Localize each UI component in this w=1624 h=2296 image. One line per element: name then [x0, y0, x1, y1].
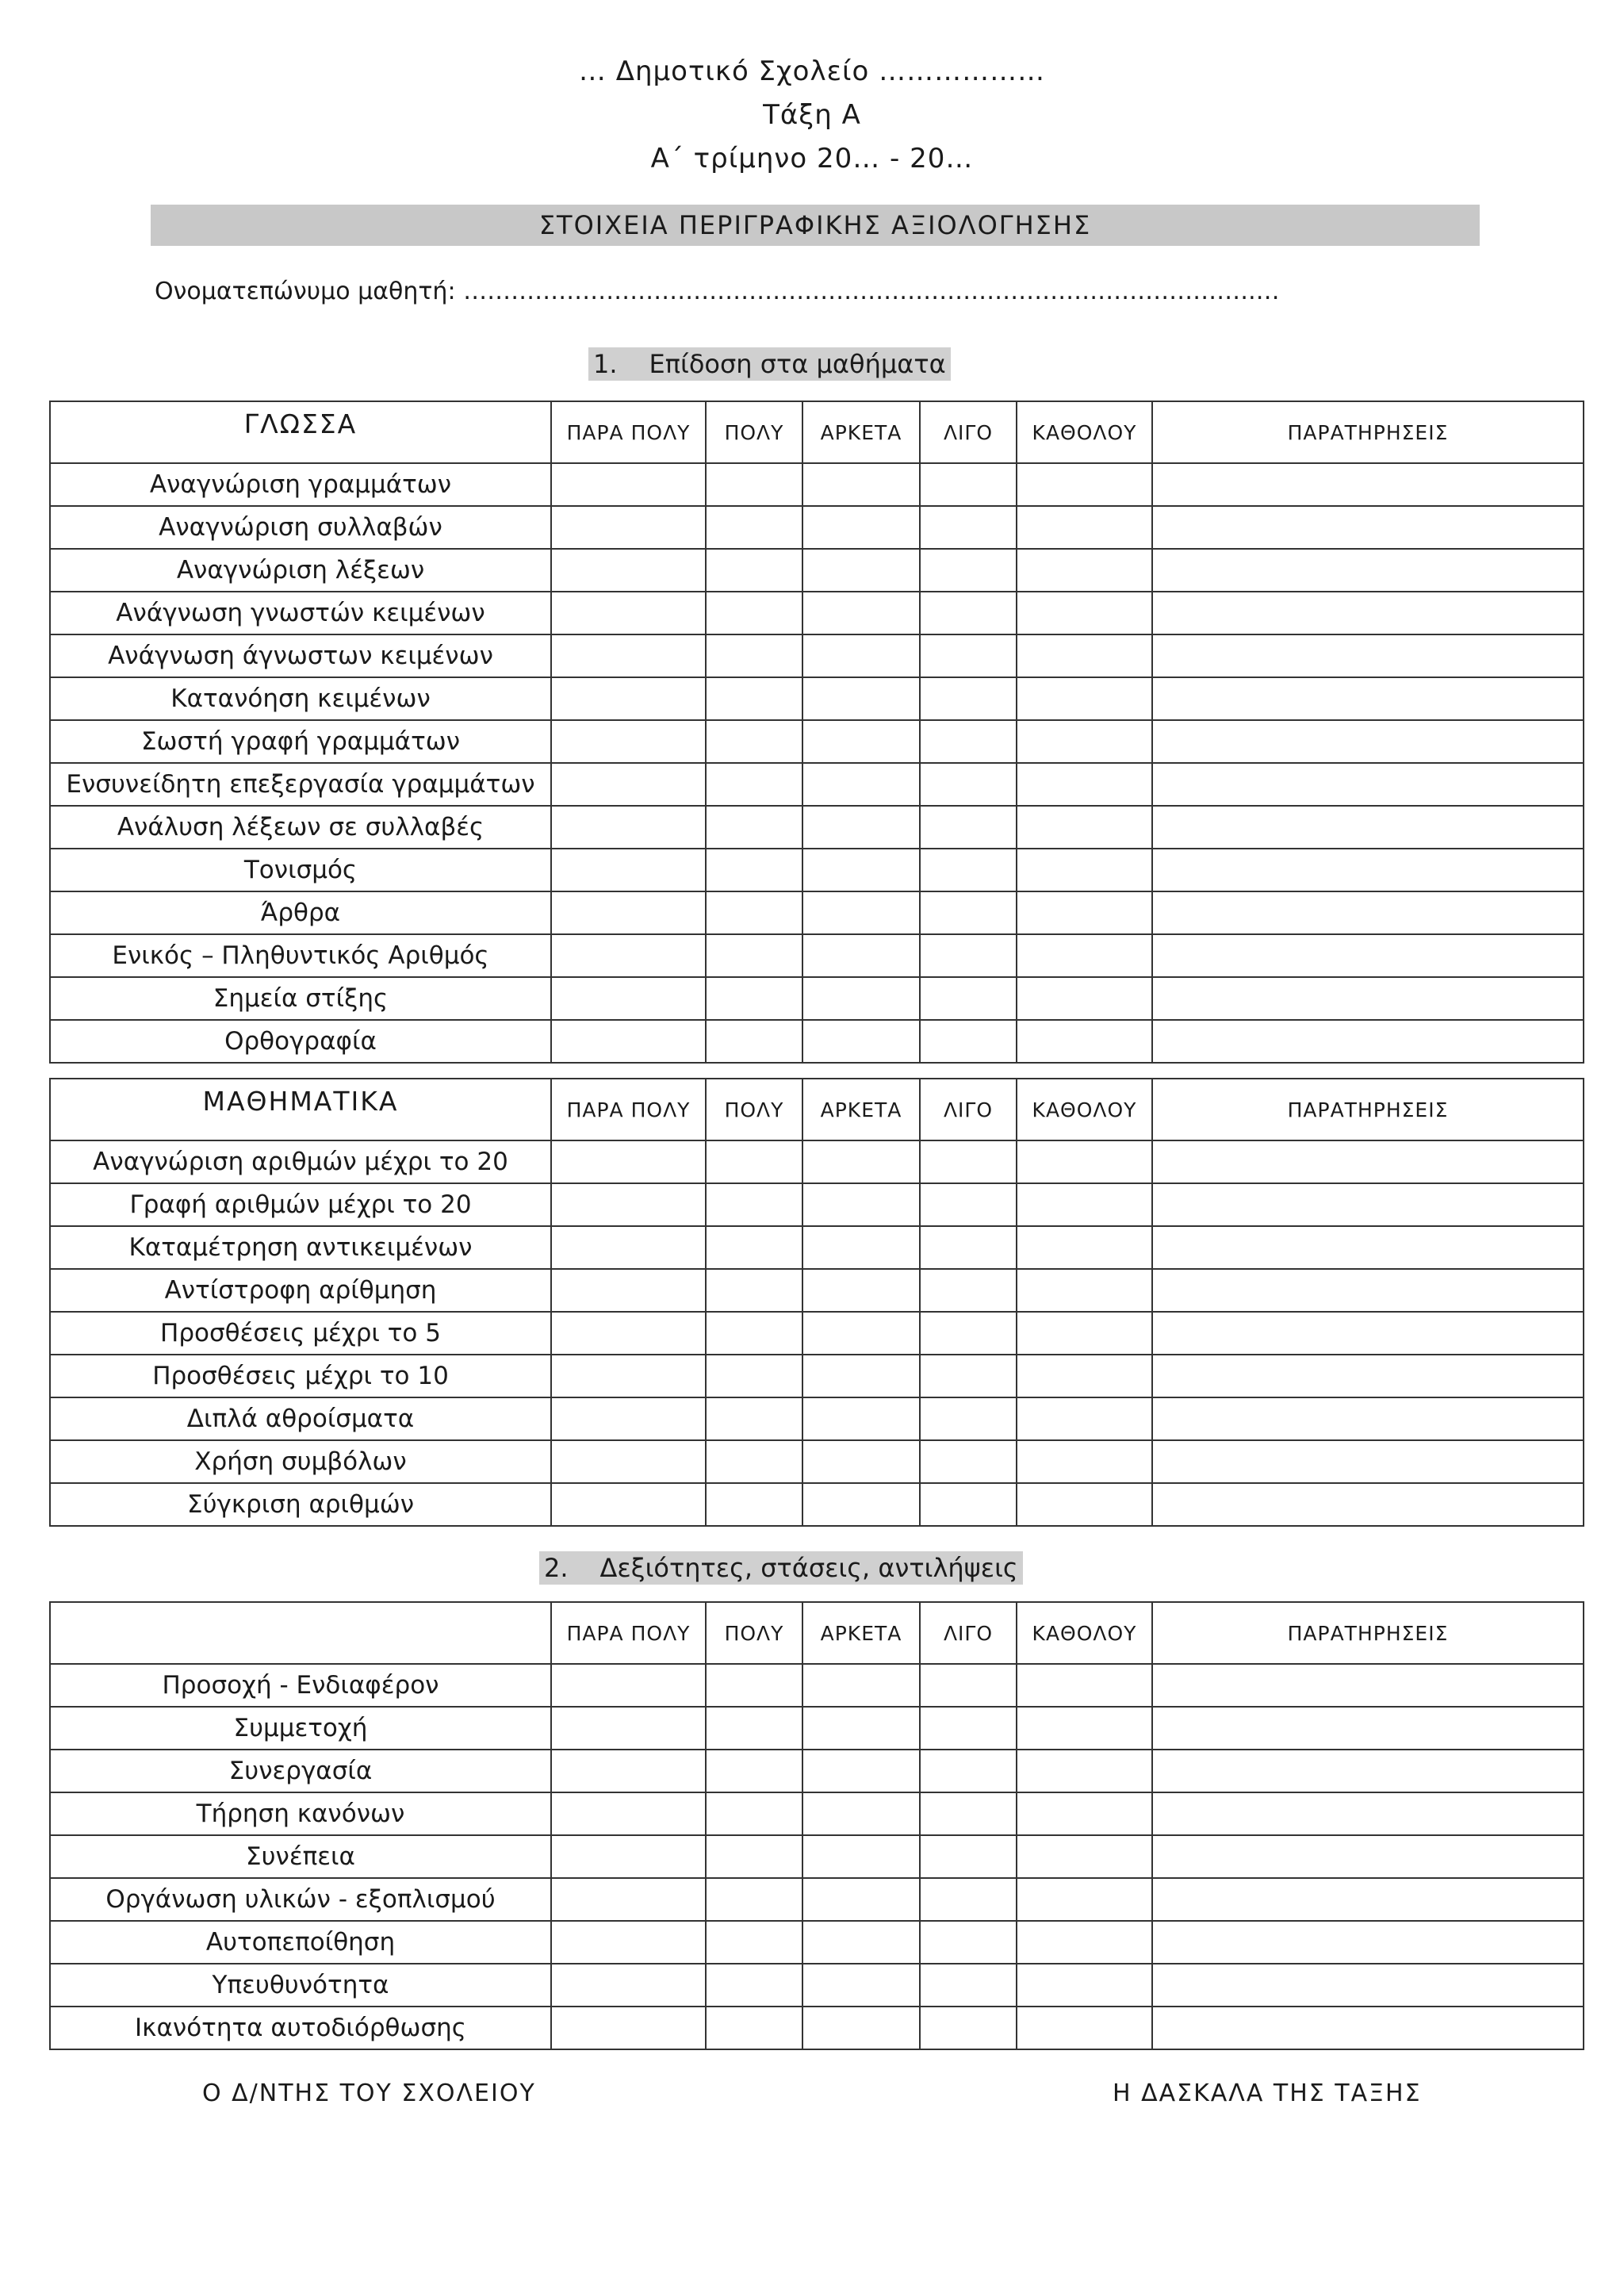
rating-cell[interactable] — [920, 463, 1017, 506]
rating-cell[interactable] — [1152, 977, 1584, 1020]
rating-cell[interactable] — [1017, 1750, 1152, 1792]
rating-cell[interactable] — [551, 806, 706, 849]
principal-signature-label: Ο Δ/ΝΤΗΣ ΤΟΥ ΣΧΟΛΕΙΟΥ — [202, 2079, 536, 2107]
rating-cell[interactable] — [551, 549, 706, 592]
rating-cell[interactable] — [920, 891, 1017, 934]
row-label: Ανάλυση λέξεων σε συλλαβές — [50, 806, 551, 849]
rating-cell[interactable] — [920, 1140, 1017, 1183]
rating-cell[interactable] — [551, 1440, 706, 1483]
rating-cell[interactable] — [551, 1355, 706, 1397]
rating-cell[interactable] — [1017, 1707, 1152, 1750]
rating-cell[interactable] — [1017, 463, 1152, 506]
table-row — [50, 1483, 1584, 1526]
row-label: Καταμέτρηση αντικειμένων — [50, 1226, 551, 1269]
rating-cell[interactable] — [551, 977, 706, 1020]
rating-cell[interactable] — [706, 763, 802, 806]
rating-cell[interactable] — [920, 934, 1017, 977]
rating-cell[interactable] — [1017, 1792, 1152, 1835]
rating-cell[interactable] — [802, 1664, 920, 1707]
rating-cell[interactable] — [1017, 592, 1152, 634]
table-row — [50, 1020, 1584, 1063]
rating-cell[interactable] — [1152, 849, 1584, 891]
row-label: Σημεία στίξης — [50, 977, 551, 1020]
rating-cell[interactable] — [1017, 506, 1152, 549]
skills-header-row — [50, 1602, 1584, 1664]
rating-cell[interactable] — [706, 1835, 802, 1878]
rating-cell[interactable] — [551, 1269, 706, 1312]
row-label: Τήρηση κανόνων — [50, 1792, 551, 1835]
rating-cell[interactable] — [1017, 806, 1152, 849]
rating-cell[interactable] — [802, 1226, 920, 1269]
rating-cell[interactable] — [1152, 1440, 1584, 1483]
rating-cell[interactable] — [802, 1020, 920, 1063]
rating-cell[interactable] — [1152, 1312, 1584, 1355]
column-header: ΠΟΛΥ — [706, 1602, 802, 1664]
rating-cell[interactable] — [802, 977, 920, 1020]
row-label: Αντίστροφη αρίθμηση — [50, 1269, 551, 1312]
row-label: Ικανότητα αυτοδιόρθωσης — [50, 2007, 551, 2049]
section-1-number: 1. — [593, 349, 618, 379]
row-label: Ενσυνείδητη επεξεργασία γραμμάτων — [50, 763, 551, 806]
table-row — [50, 506, 1584, 549]
table-row — [50, 1878, 1584, 1921]
table-row — [50, 549, 1584, 592]
school-line: … Δημοτικό Σχολείο ……………… — [578, 56, 1046, 87]
rating-cell[interactable] — [1017, 1312, 1152, 1355]
rating-cell[interactable] — [1017, 1664, 1152, 1707]
table-row — [50, 1664, 1584, 1707]
rating-cell[interactable] — [706, 1020, 802, 1063]
rating-cell[interactable] — [1017, 677, 1152, 720]
rating-cell[interactable] — [706, 1707, 802, 1750]
rating-cell[interactable] — [1017, 934, 1152, 977]
row-label: Υπευθυνότητα — [50, 1964, 551, 2007]
rating-cell[interactable] — [802, 506, 920, 549]
rating-cell[interactable] — [920, 677, 1017, 720]
rating-cell[interactable] — [802, 1878, 920, 1921]
section-1-title: Επίδοση στα μαθήματα — [649, 349, 946, 379]
rating-cell[interactable] — [551, 1140, 706, 1183]
rating-cell[interactable] — [1152, 1140, 1584, 1183]
rating-cell[interactable] — [802, 2007, 920, 2049]
rating-cell[interactable] — [1152, 463, 1584, 506]
rating-cell[interactable] — [1017, 549, 1152, 592]
rating-cell[interactable] — [1017, 720, 1152, 763]
rating-cell[interactable] — [802, 463, 920, 506]
rating-cell[interactable] — [802, 677, 920, 720]
rating-cell[interactable] — [706, 720, 802, 763]
rating-cell[interactable] — [706, 1921, 802, 1964]
rating-cell[interactable] — [1152, 634, 1584, 677]
rating-cell[interactable] — [1152, 891, 1584, 934]
rating-cell[interactable] — [1152, 1183, 1584, 1226]
rating-cell[interactable] — [920, 1964, 1017, 2007]
rating-cell[interactable] — [920, 549, 1017, 592]
rating-cell[interactable] — [1152, 1269, 1584, 1312]
rating-cell[interactable] — [1017, 1269, 1152, 1312]
rating-cell[interactable] — [706, 1483, 802, 1526]
rating-cell[interactable] — [920, 977, 1017, 1020]
rating-cell[interactable] — [706, 1750, 802, 1792]
row-label: Αναγνώριση συλλαβών — [50, 506, 551, 549]
table-row — [50, 1140, 1584, 1183]
row-label: Αναγνώριση αριθμών μέχρι το 20 — [50, 1140, 551, 1183]
row-label: Οργάνωση υλικών - εξοπλισμού — [50, 1878, 551, 1921]
rating-cell[interactable] — [1017, 977, 1152, 1020]
table-row — [50, 1792, 1584, 1835]
rating-cell[interactable] — [706, 1792, 802, 1835]
table-row — [50, 1312, 1584, 1355]
rating-cell[interactable] — [920, 1355, 1017, 1397]
rating-cell[interactable] — [920, 1664, 1017, 1707]
row-label: Συνεργασία — [50, 1750, 551, 1792]
rating-cell[interactable] — [920, 806, 1017, 849]
language-subject-header: ΓΛΩΣΣΑ — [50, 401, 551, 463]
rating-cell[interactable] — [1152, 1397, 1584, 1440]
rating-cell[interactable] — [802, 549, 920, 592]
rating-cell[interactable] — [706, 934, 802, 977]
rating-cell[interactable] — [551, 2007, 706, 2049]
section-2-heading — [539, 1551, 1023, 1585]
rating-cell[interactable] — [802, 1921, 920, 1964]
rating-cell[interactable] — [551, 1397, 706, 1440]
section-1-heading — [588, 347, 951, 381]
rating-cell[interactable] — [802, 1483, 920, 1526]
table-row — [50, 1226, 1584, 1269]
table-row — [50, 2007, 1584, 2049]
row-label: Συνέπεια — [50, 1835, 551, 1878]
skills-table — [49, 1601, 1584, 2050]
language-rows — [50, 463, 1584, 1063]
table-row — [50, 1355, 1584, 1397]
rating-cell[interactable] — [551, 1226, 706, 1269]
section-2-number: 2. — [544, 1553, 569, 1583]
row-label: Σωστή γραφή γραμμάτων — [50, 720, 551, 763]
rating-cell[interactable] — [706, 1964, 802, 2007]
rating-cell[interactable] — [1017, 891, 1152, 934]
rating-cell[interactable] — [920, 592, 1017, 634]
row-label: Άρθρα — [50, 891, 551, 934]
rating-cell[interactable] — [802, 1355, 920, 1397]
skills-subject-header — [50, 1602, 551, 1664]
row-label: Αναγνώριση λέξεων — [50, 549, 551, 592]
row-label: Ενικός – Πληθυντικός Αριθμός — [50, 934, 551, 977]
table-row — [50, 1183, 1584, 1226]
table-row — [50, 634, 1584, 677]
rating-cell[interactable] — [1152, 1835, 1584, 1878]
rating-cell[interactable] — [1152, 763, 1584, 806]
rating-cell[interactable] — [920, 506, 1017, 549]
row-label: Τονισμός — [50, 849, 551, 891]
rating-cell[interactable] — [551, 1878, 706, 1921]
row-label: Χρήση συμβόλων — [50, 1440, 551, 1483]
skills-rows — [50, 1664, 1584, 2049]
rating-cell[interactable] — [1152, 677, 1584, 720]
rating-cell[interactable] — [1152, 1750, 1584, 1792]
math-rows — [50, 1140, 1584, 1526]
rating-cell[interactable] — [1017, 763, 1152, 806]
table-row — [50, 849, 1584, 891]
rating-cell[interactable] — [920, 1792, 1017, 1835]
student-name-line: Ονοματεπώνυμο μαθητή: ……………………………………………………………………………………….… — [155, 278, 1280, 305]
rating-cell[interactable] — [706, 2007, 802, 2049]
rating-cell[interactable] — [551, 763, 706, 806]
rating-cell[interactable] — [706, 1440, 802, 1483]
row-label: Ανάγνωση άγνωστων κειμένων — [50, 634, 551, 677]
row-label: Αναγνώριση γραμμάτων — [50, 463, 551, 506]
rating-cell[interactable] — [802, 592, 920, 634]
rating-cell[interactable] — [551, 1792, 706, 1835]
rating-cell[interactable] — [1152, 806, 1584, 849]
rating-cell[interactable] — [551, 1664, 706, 1707]
row-label: Διπλά αθροίσματα — [50, 1397, 551, 1440]
table-row — [50, 592, 1584, 634]
rating-cell[interactable] — [1152, 1792, 1584, 1835]
table-row — [50, 763, 1584, 806]
column-header: ΠΟΛΥ — [706, 401, 802, 463]
rating-cell[interactable] — [802, 1397, 920, 1440]
column-header: ΚΑΘΟΛΟΥ — [1017, 1602, 1152, 1664]
row-label: Κατανόηση κειμένων — [50, 677, 551, 720]
rating-cell[interactable] — [920, 1226, 1017, 1269]
rating-cell[interactable] — [920, 1269, 1017, 1312]
rating-cell[interactable] — [1017, 1183, 1152, 1226]
column-header: ΛΙΓΟ — [920, 1079, 1017, 1140]
rating-cell[interactable] — [551, 463, 706, 506]
table-row — [50, 806, 1584, 849]
rating-cell[interactable] — [1017, 1397, 1152, 1440]
table-row — [50, 1269, 1584, 1312]
math-table — [49, 1078, 1584, 1527]
rating-cell[interactable] — [920, 1397, 1017, 1440]
rating-cell[interactable] — [551, 677, 706, 720]
table-row — [50, 977, 1584, 1020]
rating-cell[interactable] — [706, 634, 802, 677]
rating-cell[interactable] — [1017, 1355, 1152, 1397]
table-row — [50, 934, 1584, 977]
rating-cell[interactable] — [1017, 1140, 1152, 1183]
rating-cell[interactable] — [706, 977, 802, 1020]
rating-cell[interactable] — [1017, 1440, 1152, 1483]
rating-cell[interactable] — [551, 849, 706, 891]
rating-cell[interactable] — [1152, 1664, 1584, 1707]
rating-cell[interactable] — [551, 634, 706, 677]
rating-cell[interactable] — [920, 720, 1017, 763]
rating-cell[interactable] — [706, 891, 802, 934]
rating-cell[interactable] — [1152, 1707, 1584, 1750]
column-header: ΑΡΚΕΤΑ — [802, 401, 920, 463]
rating-cell[interactable] — [706, 1183, 802, 1226]
rating-cell[interactable] — [706, 677, 802, 720]
table-row — [50, 1964, 1584, 2007]
rating-cell[interactable] — [802, 1835, 920, 1878]
rating-cell[interactable] — [1152, 1878, 1584, 1921]
rating-cell[interactable] — [551, 592, 706, 634]
rating-cell[interactable] — [551, 1964, 706, 2007]
rating-cell[interactable] — [551, 720, 706, 763]
column-header: ΛΙΓΟ — [920, 1602, 1017, 1664]
rating-cell[interactable] — [920, 1440, 1017, 1483]
rating-cell[interactable] — [920, 634, 1017, 677]
rating-cell[interactable] — [802, 849, 920, 891]
rating-cell[interactable] — [1152, 1226, 1584, 1269]
table-row — [50, 720, 1584, 763]
language-table — [49, 401, 1584, 1064]
table-row — [50, 463, 1584, 506]
rating-cell[interactable] — [920, 1921, 1017, 1964]
form-title-banner: ΣΤΟΙΧΕΙΑ ΠΕΡΙΓΡΑΦΙΚΗΣ ΑΞΙΟΛΟΓΗΣΗΣ — [151, 205, 1480, 246]
rating-cell[interactable] — [920, 1020, 1017, 1063]
rating-cell[interactable] — [1017, 1964, 1152, 2007]
rating-cell[interactable] — [551, 1835, 706, 1878]
column-header: ΚΑΘΟΛΟΥ — [1017, 401, 1152, 463]
rating-cell[interactable] — [551, 1312, 706, 1355]
rating-cell[interactable] — [551, 1921, 706, 1964]
teacher-signature-label: Η ΔΑΣΚΑΛΑ ΤΗΣ ΤΑΞΗΣ — [1113, 2079, 1422, 2107]
rating-cell[interactable] — [551, 891, 706, 934]
rating-cell[interactable] — [802, 720, 920, 763]
rating-cell[interactable] — [551, 934, 706, 977]
rating-cell[interactable] — [802, 891, 920, 934]
rating-cell[interactable] — [802, 1440, 920, 1483]
table-row — [50, 1440, 1584, 1483]
rating-cell[interactable] — [1152, 549, 1584, 592]
rating-cell[interactable] — [706, 549, 802, 592]
row-label: Συμμετοχή — [50, 1707, 551, 1750]
rating-cell[interactable] — [1152, 592, 1584, 634]
column-header: ΛΙΓΟ — [920, 401, 1017, 463]
rating-cell[interactable] — [920, 1183, 1017, 1226]
column-header: ΑΡΚΕΤΑ — [802, 1602, 920, 1664]
rating-cell[interactable] — [706, 1355, 802, 1397]
rating-cell[interactable] — [706, 1269, 802, 1312]
rating-cell[interactable] — [802, 634, 920, 677]
table-row — [50, 1397, 1584, 1440]
rating-cell[interactable] — [706, 1397, 802, 1440]
row-label: Προσθέσεις μέχρι το 10 — [50, 1355, 551, 1397]
rating-cell[interactable] — [706, 849, 802, 891]
rating-cell[interactable] — [1017, 1835, 1152, 1878]
column-header: ΠΟΛΥ — [706, 1079, 802, 1140]
rating-cell[interactable] — [802, 806, 920, 849]
rating-cell[interactable] — [706, 1878, 802, 1921]
column-header: ΠΑΡΑ ΠΟΛΥ — [551, 401, 706, 463]
rating-cell[interactable] — [1017, 1483, 1152, 1526]
rating-cell[interactable] — [551, 1750, 706, 1792]
rating-cell[interactable] — [802, 1183, 920, 1226]
rating-cell[interactable] — [920, 1707, 1017, 1750]
rating-cell[interactable] — [802, 1707, 920, 1750]
section-2-title: Δεξιότητες, στάσεις, αντιλήψεις — [599, 1553, 1018, 1583]
rating-cell[interactable] — [802, 1750, 920, 1792]
rating-cell[interactable] — [1152, 1355, 1584, 1397]
rating-cell[interactable] — [1017, 1878, 1152, 1921]
column-header: ΠΑΡΑ ΠΟΛΥ — [551, 1079, 706, 1140]
rating-cell[interactable] — [802, 1269, 920, 1312]
rating-cell[interactable] — [706, 592, 802, 634]
rating-cell[interactable] — [920, 1483, 1017, 1526]
rating-cell[interactable] — [1152, 1020, 1584, 1063]
rating-cell[interactable] — [706, 806, 802, 849]
rating-cell[interactable] — [920, 763, 1017, 806]
rating-cell[interactable] — [920, 1312, 1017, 1355]
rating-cell[interactable] — [1017, 1226, 1152, 1269]
rating-cell[interactable] — [1017, 1020, 1152, 1063]
column-header: ΠΑΡΑΤΗΡΗΣΕΙΣ — [1152, 401, 1584, 463]
rating-cell[interactable] — [1152, 934, 1584, 977]
rating-cell[interactable] — [1017, 634, 1152, 677]
rating-cell[interactable] — [920, 1750, 1017, 1792]
table-row — [50, 1921, 1584, 1964]
rating-cell[interactable] — [1152, 1921, 1584, 1964]
math-header-row — [50, 1079, 1584, 1140]
rating-cell[interactable] — [920, 1878, 1017, 1921]
rating-cell[interactable] — [920, 2007, 1017, 2049]
column-header: ΠΑΡΑΤΗΡΗΣΕΙΣ — [1152, 1602, 1584, 1664]
rating-cell[interactable] — [1017, 849, 1152, 891]
row-label: Αυτοπεποίθηση — [50, 1921, 551, 1964]
rating-cell[interactable] — [706, 1312, 802, 1355]
rating-cell[interactable] — [1017, 1921, 1152, 1964]
rating-cell[interactable] — [802, 763, 920, 806]
table-row — [50, 1835, 1584, 1878]
row-label: Ανάγνωση γνωστών κειμένων — [50, 592, 551, 634]
rating-cell[interactable] — [551, 1483, 706, 1526]
rating-cell[interactable] — [920, 849, 1017, 891]
column-header: ΚΑΘΟΛΟΥ — [1017, 1079, 1152, 1140]
rating-cell[interactable] — [706, 1664, 802, 1707]
row-label: Σύγκριση αριθμών — [50, 1483, 551, 1526]
rating-cell[interactable] — [1017, 2007, 1152, 2049]
rating-cell[interactable] — [551, 1183, 706, 1226]
math-subject-header: ΜΑΘΗΜΑΤΙΚΑ — [50, 1079, 551, 1140]
column-header: ΠΑΡΑ ΠΟΛΥ — [551, 1602, 706, 1664]
rating-cell[interactable] — [706, 463, 802, 506]
table-row — [50, 891, 1584, 934]
rating-cell[interactable] — [706, 1140, 802, 1183]
table-row — [50, 1750, 1584, 1792]
rating-cell[interactable] — [551, 1020, 706, 1063]
rating-cell[interactable] — [1152, 506, 1584, 549]
rating-cell[interactable] — [1152, 1483, 1584, 1526]
rating-cell[interactable] — [1152, 2007, 1584, 2049]
rating-cell[interactable] — [802, 1792, 920, 1835]
term-line: Α΄ τρίμηνο 20… - 20… — [650, 143, 974, 174]
rating-cell[interactable] — [802, 934, 920, 977]
rating-cell[interactable] — [706, 1226, 802, 1269]
rating-cell[interactable] — [1152, 720, 1584, 763]
row-label: Ορθογραφία — [50, 1020, 551, 1063]
table-row — [50, 1707, 1584, 1750]
row-label: Προσοχή - Ενδιαφέρον — [50, 1664, 551, 1707]
rating-cell[interactable] — [551, 1707, 706, 1750]
rating-cell[interactable] — [920, 1835, 1017, 1878]
rating-cell[interactable] — [1152, 1964, 1584, 2007]
rating-cell[interactable] — [802, 1964, 920, 2007]
class-line: Τάξη Α — [763, 99, 861, 131]
column-header: ΠΑΡΑΤΗΡΗΣΕΙΣ — [1152, 1079, 1584, 1140]
row-label: Προσθέσεις μέχρι το 5 — [50, 1312, 551, 1355]
rating-cell[interactable] — [802, 1312, 920, 1355]
table-row — [50, 677, 1584, 720]
column-header: ΑΡΚΕΤΑ — [802, 1079, 920, 1140]
language-header-row — [50, 401, 1584, 463]
rating-cell[interactable] — [706, 506, 802, 549]
row-label: Γραφή αριθμών μέχρι το 20 — [50, 1183, 551, 1226]
rating-cell[interactable] — [802, 1140, 920, 1183]
rating-cell[interactable] — [551, 506, 706, 549]
